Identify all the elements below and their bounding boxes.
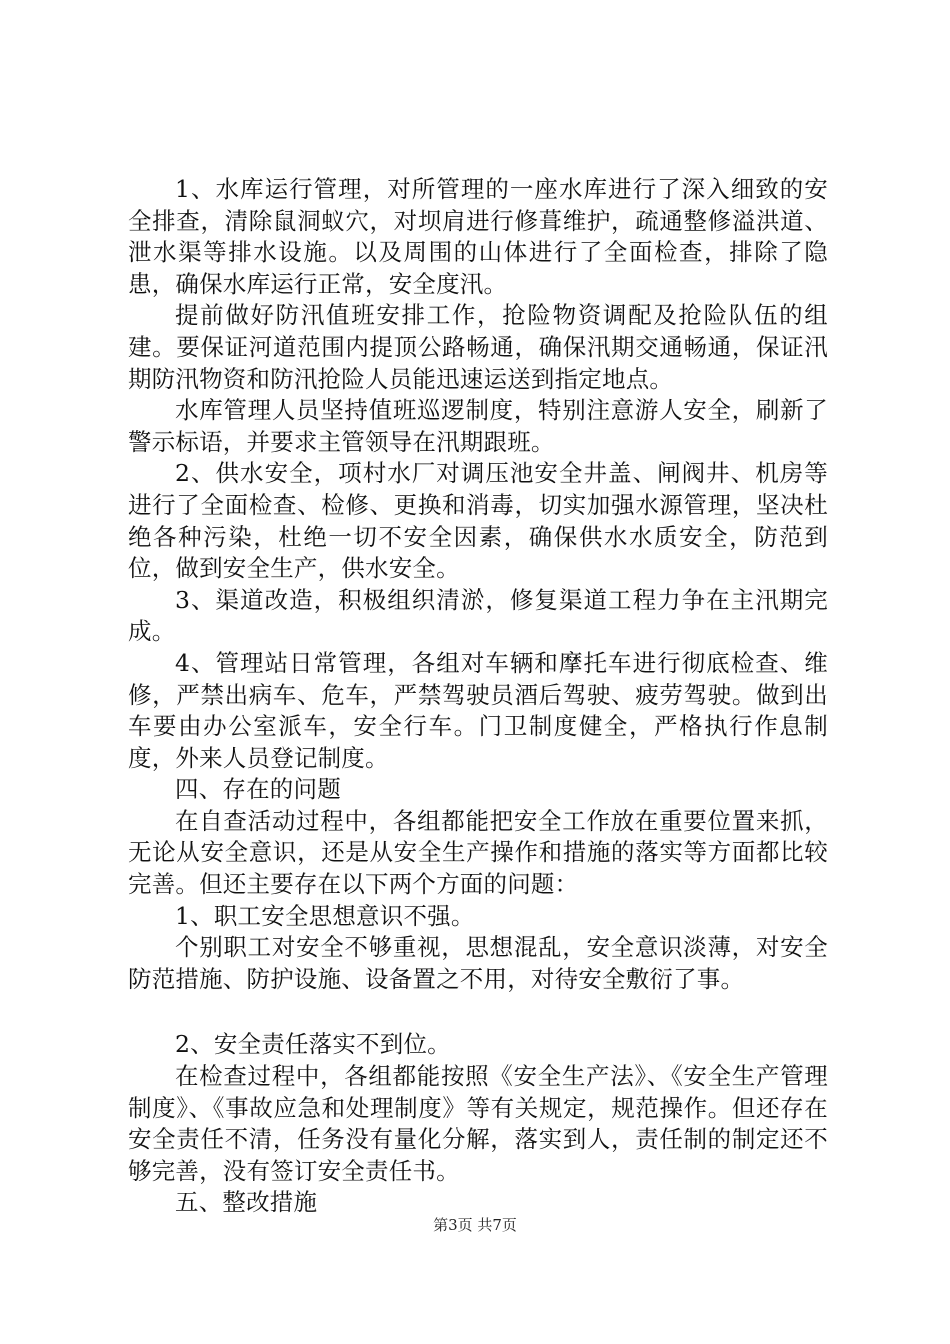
paragraph-water-supply: 2、供水安全，项村水厂对调压池安全井盖、闸阀井、机房等进行了全面检查、检修、更换和消毒，切实加强水源管理，坚决杜绝各种污染，杜绝一切不安全因素，确保供水水质安全，防范到位，做到安全生产，供水安全。 <box>128 459 828 583</box>
page-number-footer: 第3页 共7页 <box>433 1216 517 1234</box>
paragraph-station-management: 4、管理站日常管理，各组对车辆和摩托车进行彻底检查、维修，严禁出病车、危车，严禁驾驶员酒后驾驶、疲劳驾驶。做到出车要由办公室派车，安全行车。门卫制度健全，严格执行作息制度，外来人员登记制度。 <box>128 648 828 772</box>
paragraph-flood-duty: 提前做好防汛值班安排工作，抢险物资调配及抢险队伍的组建。要保证河道范围内提顶公路畅通，确保汛期交通畅通，保证汛期防汛物资和防汛抢险人员能迅速运送到指定地点。 <box>128 301 828 393</box>
section-heading-problems: 四、存在的问题 <box>175 775 341 804</box>
paragraph-patrol-system: 水库管理人员坚持值班巡逻制度，特别注意游人安全，刷新了警示标语，并要求主管领导在汛期跟班。 <box>128 396 828 456</box>
document-body <box>128 174 828 1219</box>
subheading-awareness: 1、职工安全思想意识不强。 <box>175 901 475 930</box>
paragraph-self-inspection: 在自查活动过程中，各组都能把安全工作放在重要位置来抓，无论从安全意识，还是从安全生产操作和措施的落实等方面都比较完善。但还主要存在以下两个方面的问题： <box>128 806 828 899</box>
paragraph-awareness-detail: 个别职工对安全不够重视，思想混乱，安全意识淡薄，对安全防范措施、防护设施、设备置之不用，对待安全敷衍了事。 <box>128 933 828 993</box>
paragraph-reservoir-management: 1、水库运行管理，对所管理的一座水库进行了深入细致的安全排查，清除鼠洞蚁穴，对坝肩进行修葺维护，疏通整修溢洪道、泄水渠等排水设施。以及周围的山体进行了全面检查，排除了隐患，确保水库运行正常，安全度汛。 <box>128 175 828 298</box>
paragraph-channel-renovation: 3、渠道改造，积极组织清淤，修复渠道工程力争在主汛期完成。 <box>128 585 828 646</box>
section-heading-rectification: 五、整改措施 <box>175 1188 318 1217</box>
paragraph-spacer <box>128 995 828 1029</box>
paragraph-responsibility-detail: 在检查过程中，各组都能按照《安全生产法》、《安全生产管理制度》、《事故应急和处理制度》等有关规定，规范操作。但还存在安全责任不清，任务没有量化分解，落实到人，责任制的制定还不够完善，没有签订安全责任书。 <box>128 1062 828 1185</box>
subheading-responsibility: 2、安全责任落实不到位。 <box>175 1030 451 1059</box>
